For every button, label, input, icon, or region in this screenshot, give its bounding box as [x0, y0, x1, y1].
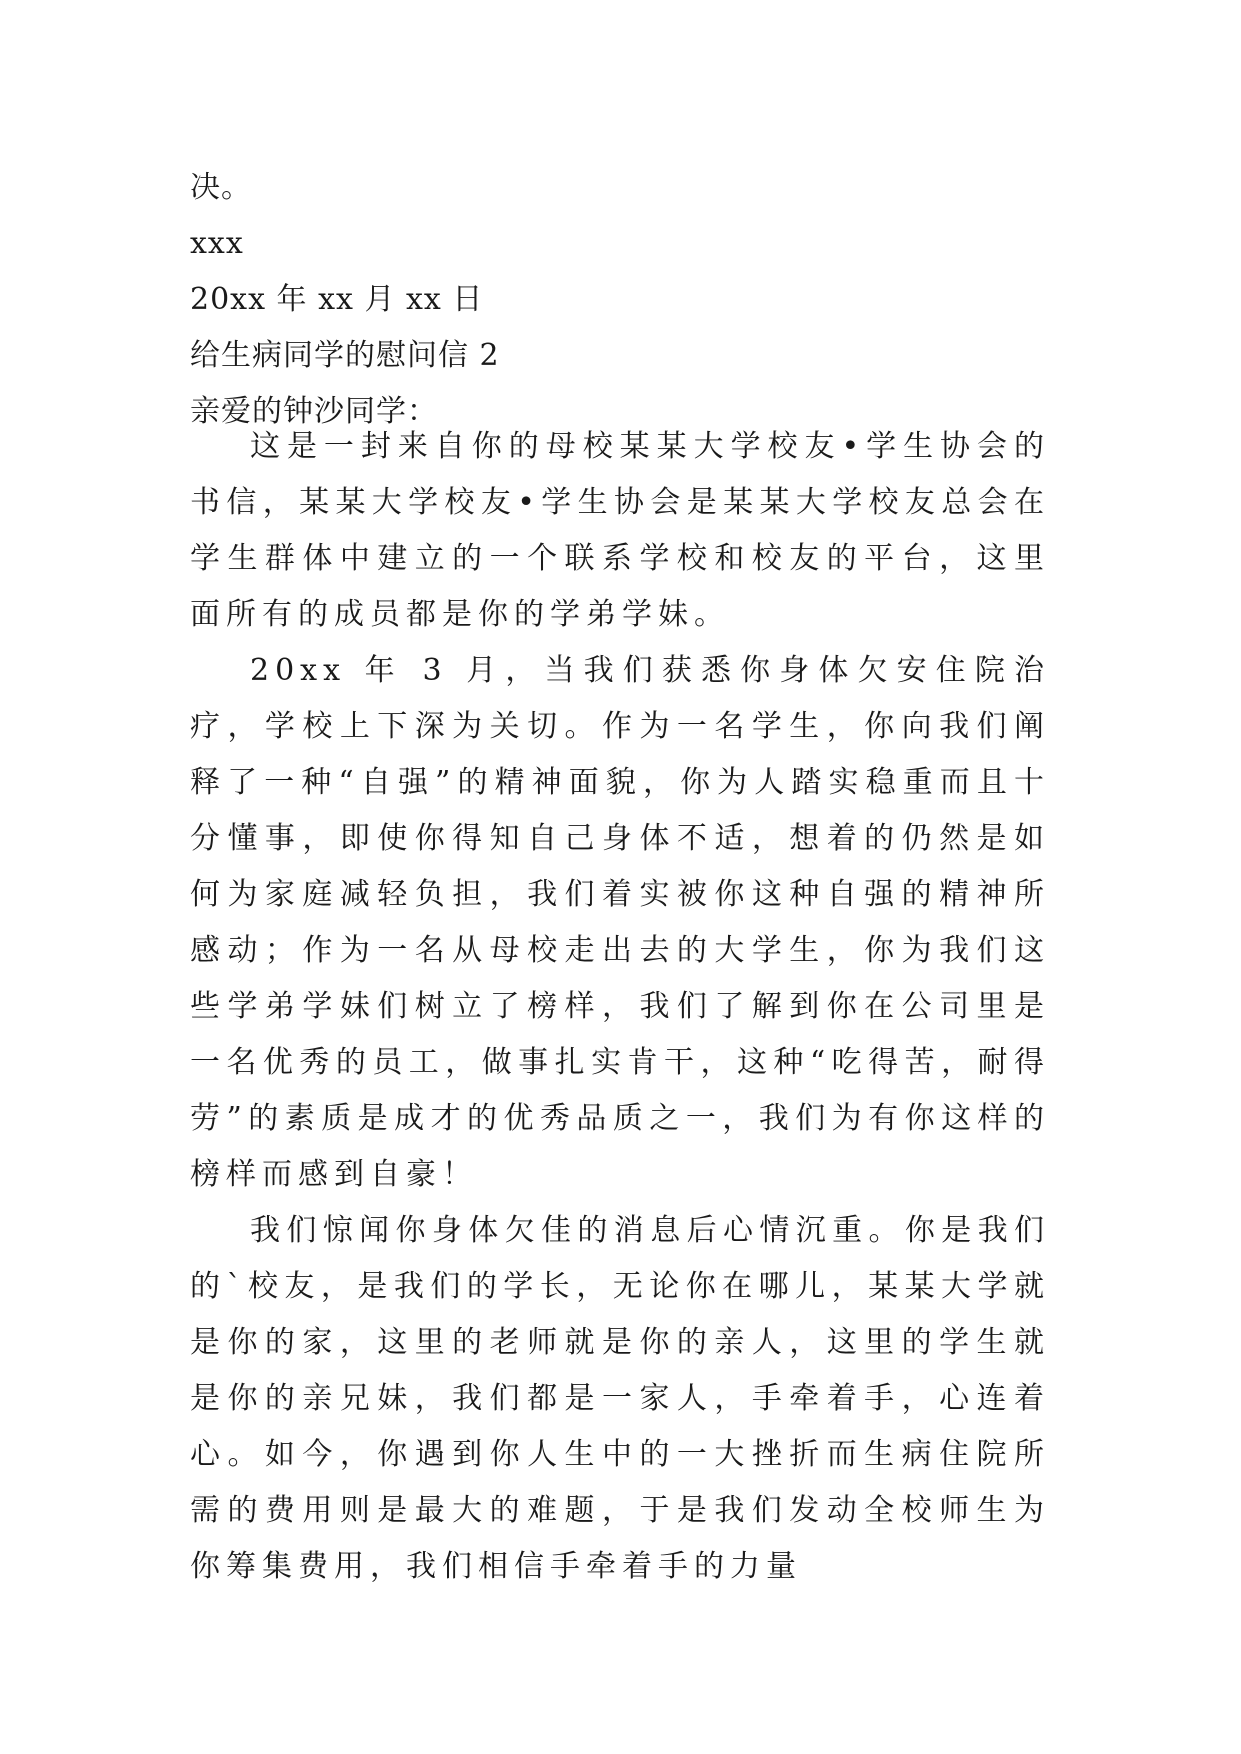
- salutation: 亲爱的钟沙同学：: [190, 394, 438, 429]
- letter-title: 给生病同学的慰问信 2: [190, 338, 500, 373]
- previous-letter-closing-text: 决。: [190, 170, 252, 205]
- date-line: 20xx 年 xx 月 xx 日: [190, 282, 484, 317]
- body-paragraph-3: 我们惊闻你身体欠佳的消息后心情沉重。你是我们的`校友，是我们的学长，无论你在哪儿，某某大学就是你的家，这里的老师就是你的亲人，这里的学生就是你的亲兄妹，我们都是一家人，手牵着手，心连着心。如今，你遇到你人生中的一大挫折而生病住院所需的费用则是最大的难题，于是我们发动全校师生为你筹集费用，我们相信手牵着手的力量: [190, 1213, 1050, 1584]
- letter-body: [190, 419, 1050, 1595]
- body-paragraph-1: 这是一封来自你的母校某某大学校友•学生协会的书信，某某大学校友•学生协会是某某大学校友总会在学生群体中建立的一个联系学校和校友的平台，这里面所有的成员都是你的学弟学妹。: [190, 429, 1050, 632]
- signature-placeholder: xxx: [190, 226, 244, 261]
- body-paragraph-2: 20xx 年 3 月，当我们获悉你身体欠安住院治疗，学校上下深为关切。作为一名学生，你向我们阐释了一种“自强”的精神面貌，你为人踏实稳重而且十分懂事，即使你得知自己身体不适，想着的仍然是如何为家庭减轻负担，我们着实被你这种自强的精神所感动；作为一名从母校走出去的大学生，你为我们这些学弟学妹们树立了榜样，我们了解到你在公司里是一名优秀的员工，做事扎实肯干，这种“吃得苦，耐得劳”的素质是成才的优秀品质之一，我们为有你这样的榜样而感到自豪！: [190, 653, 1050, 1192]
- letter-header-lines: [190, 160, 1050, 440]
